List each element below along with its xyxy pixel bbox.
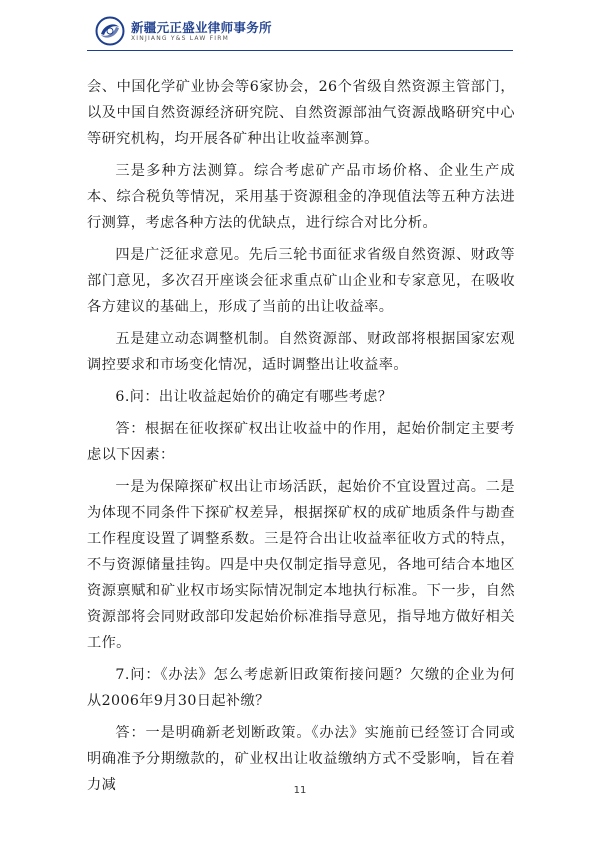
paragraph: 四是广泛征求意见。先后三轮书面征求省级自然资源、财政等部门意见，多次召开座谈会征求重点矿山企业和专家意见，在吸收各方建议的基础上，形成了当前的出让收益率。: [87, 247, 515, 315]
paragraph: 一是为保障探矿权出让市场活跃，起始价不宜设置过高。二是为体现不同条件下探矿权差异，根据探矿权的成矿地质条件与勘查工作程度设置了调整系数。三是符合出让收益率征收方式的特点，不与资源储量挂钩。四是中央仅制定指导意见，各地可结合本地区资源禀赋和矿业权市场实际情况制定本地执行标准。下一步，自然资源部将会同财政部印发起始价标准指导意见，指导地方做好相关工作。: [87, 479, 515, 651]
paragraph: 五是建立动态调整机制。自然资源部、财政部将根据国家宏观调控要求和市场变化情况，适时调整出让收益率。: [87, 331, 515, 373]
paragraph: 三是多种方法测算。综合考虑矿产品市场价格、企业生产成本、综合税负等情况，采用基于资源租金的净现值法等五种方法进行测算，考虑各种方法的优缺点，进行综合对比分析。: [87, 163, 515, 231]
firm-name-cn: 新疆元正盛业律师事务所: [131, 20, 272, 35]
question-heading: 6.问：出让收益起始价的确定有哪些考虑？: [115, 389, 393, 405]
question-heading: 7.问：《办法》怎么考虑新旧政策衔接问题？欠缴的企业为何从2006年9月30日起补缴？: [87, 667, 515, 709]
answer-paragraph: 答：一是明确新老划断政策。《办法》实施前已经签订合同或明确准予分期缴款的，矿业权出让收益缴纳方式不受影响，旨在着力减: [87, 725, 515, 793]
document-body: [87, 74, 515, 804]
page-number: 11: [293, 785, 307, 796]
firm-name-en: XINJIANG Y&S LAW FIRM: [131, 35, 229, 42]
paragraph: 会、中国化学矿业协会等6家协会，26个省级自然资源主管部门，以及中国自然资源经济研究院、自然资源部油气资源战略研究中心等研究机构，均开展各矿种出让收益率测算。: [87, 79, 515, 147]
header-divider: [87, 50, 513, 51]
firm-logo-icon: [95, 16, 125, 46]
answer-paragraph: 答：根据在征收探矿权出让收益中的作用，起始价制定主要考虑以下因素：: [87, 421, 515, 463]
